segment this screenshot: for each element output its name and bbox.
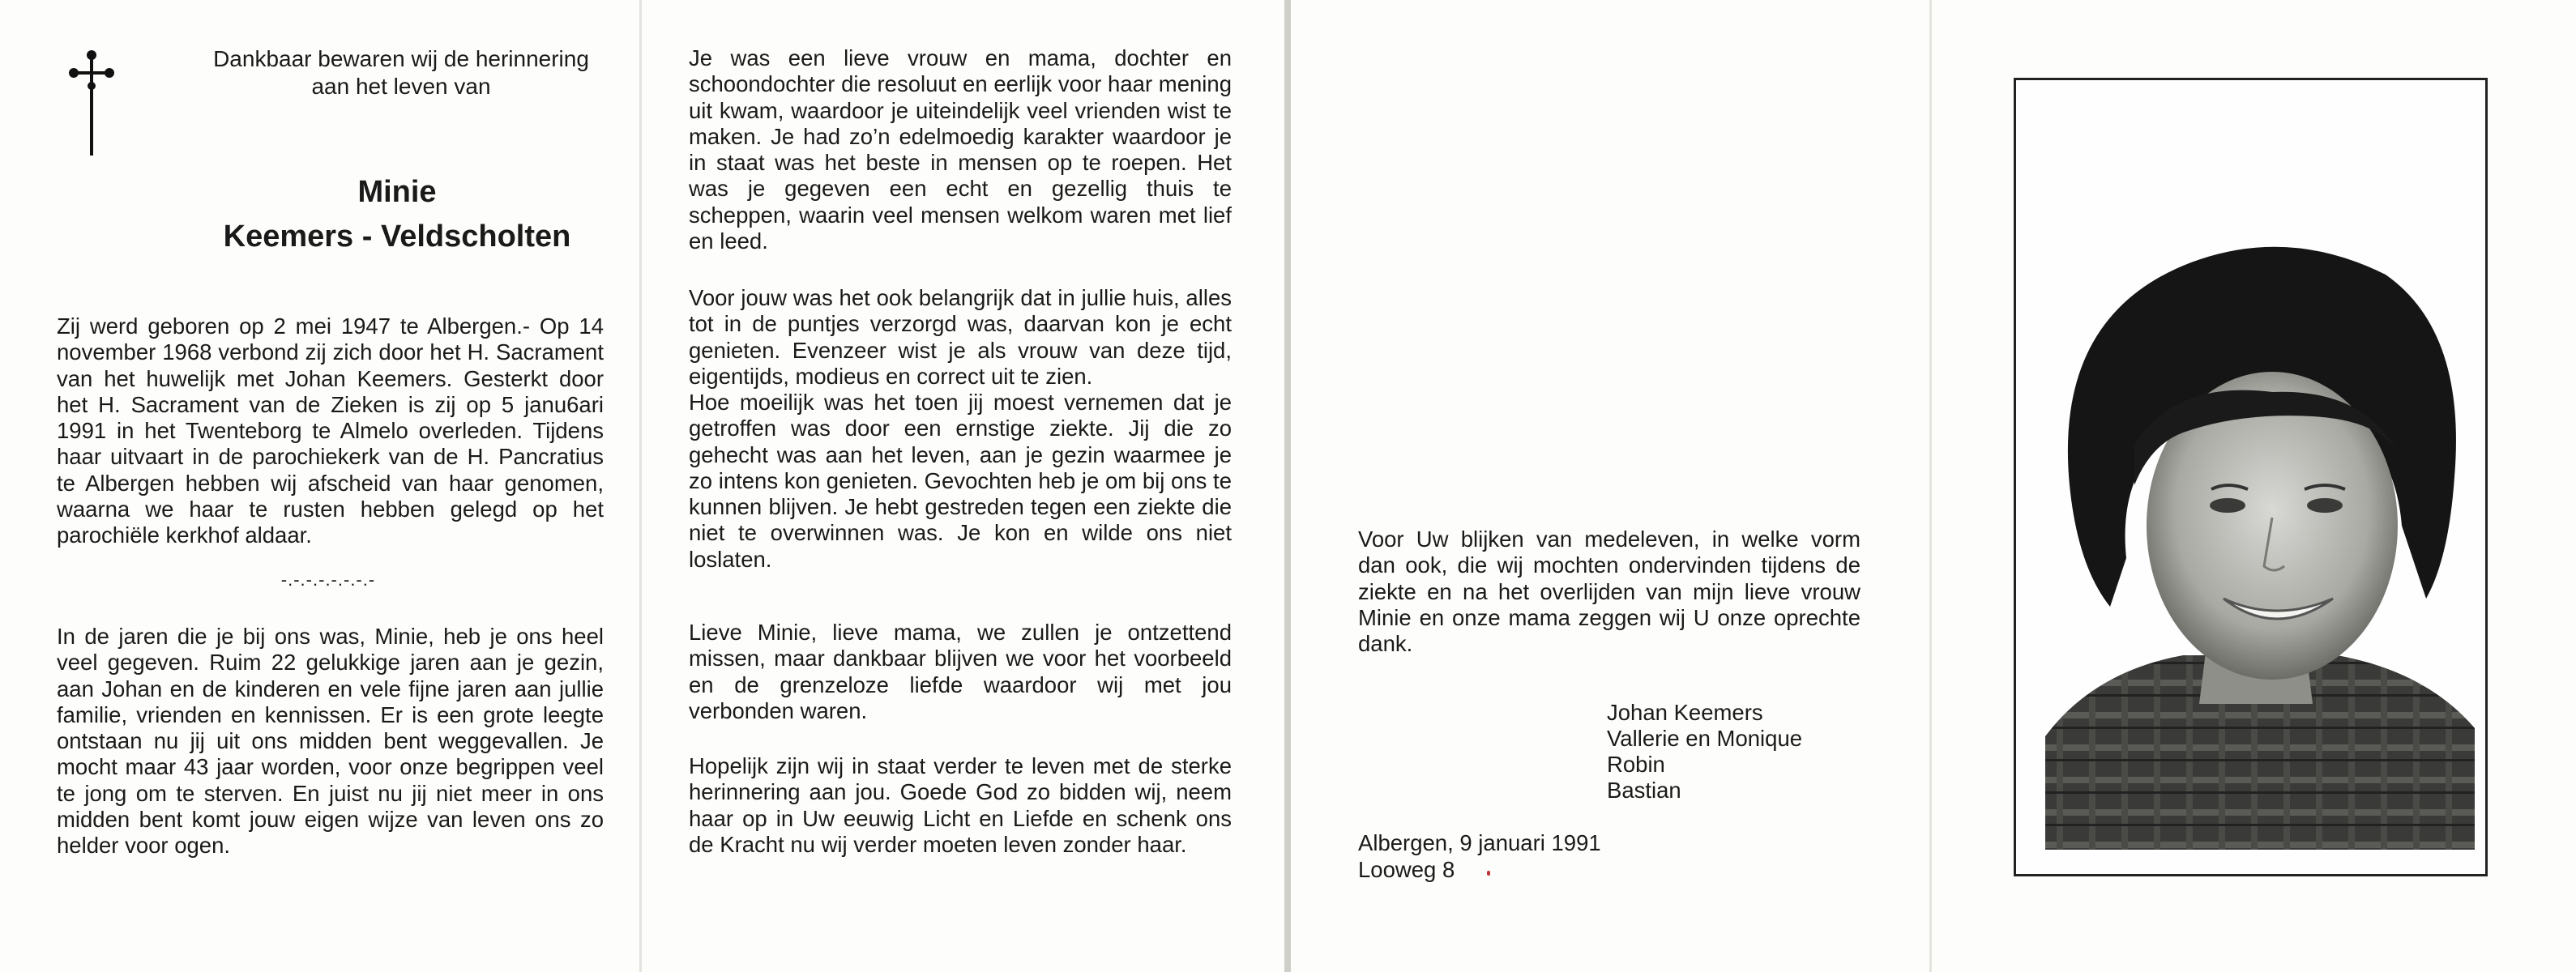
card-left-sheet bbox=[0, 0, 1284, 972]
place-date: Albergen, 9 januari 1991 bbox=[1358, 830, 1601, 855]
deceased-first-name: Minie bbox=[357, 175, 437, 209]
intro-text: Dankbaar bewaren wij de herinnering aan het leven van bbox=[213, 46, 589, 99]
thanks-text: Voor Uw blijken van medeleven, in welke vorm dan ook, die wij mochten ondervinden tijdens de ziekte en na het overlijden van mijn lieve vrouw Minie en onze mama zeggen wij U onze oprechte dank. bbox=[1358, 526, 1860, 657]
portrait-photo bbox=[2045, 218, 2475, 850]
fold-line bbox=[639, 0, 642, 972]
deceased-full-name: Keemers - Veldscholten bbox=[223, 220, 571, 254]
signatory-2: Vallerie en Monique bbox=[1607, 726, 1803, 751]
biography-text: Zij werd geboren op 2 mei 1947 te Albergen.- Op 14 november 1968 verbond zij zich door het H. Sacrament van het huwelijk met Johan Keemers. Gesterkt door het H. Sacrament van de Zieken is zij op 5 janu6ari 1991 in het Twenteborg te Almelo overleden. Tijdens haar uitvaart in de parochiekerk van de H. Pancratius te Albergen hebben wij afscheid van haar genomen, waarna we haar te rusten hebben gelegd op het parochiële kerkhof aldaar. bbox=[57, 313, 604, 548]
section-divider: -.-.-.-.-.-.-.- bbox=[280, 569, 376, 590]
signatory-3: Robin bbox=[1607, 752, 1665, 777]
tribute-paragraph-6: Hopelijk zijn wij in staat verder te leven met de sterke herinnering aan jou. Goede God zo bidden wij, neem haar op in Uw eeuwig Licht en Liefde en schenk ons de Kracht nu wij verder moeten leven zonder haar. bbox=[689, 753, 1232, 857]
photo-frame bbox=[2014, 78, 2488, 876]
cross-icon bbox=[69, 50, 114, 160]
card-gap bbox=[1284, 0, 1291, 972]
tribute-paragraph-2: Je was een lieve vrouw en mama, dochter en schoondochter die resoluut en eerlijk voor haar mening uit kwam, waardoor je uiteindelijk veel vrienden wist te maken. Je had zo’n edelmoedig karakter waardoor je in staat was het beste in mensen op te roepen. Het was je gegeven een echt en gezellig thuis te scheppen, waarin veel mensen welkom waren met lief en leed. bbox=[689, 45, 1232, 254]
signatory-1: Johan Keemers bbox=[1607, 700, 1763, 725]
tribute-paragraph-1: In de jaren die je bij ons was, Minie, heb je ons heel veel gegeven. Ruim 22 gelukkige jaren aan je gezin, aan Johan en de kinderen en vele fijne jaren aan jullie familie, vrienden en kennissen. Er is een grote leegte ontstaan nu jij uit ons midden bent weggevallen. Je mocht maar 43 jaar worden, voor onze begrippen veel te jong om te sterven. En juist nu jij niet meer in ons midden bent komt jouw eigen wijze van leven ons zo helder voor ogen. bbox=[57, 624, 604, 859]
tribute-paragraph-4: Hoe moeilijk was het toen jij moest vernemen dat je getroffen was door een ernstige ziekte. Jij die zo gehecht was aan het leven, aan je gezin waarmee je zo intens kon genieten. Gevochten heb je om bij ons te kunnen blijven. Je hebt gestreden tegen een ziekte die niet te overwinnen was. Je kon en wilde ons niet loslaten. bbox=[689, 390, 1232, 572]
fold-line bbox=[1929, 0, 1932, 972]
signatory-4: Bastian bbox=[1607, 778, 1681, 803]
tribute-paragraph-3: Voor jouw was het ook belangrijk dat in jullie huis, alles tot in de puntjes verzorgd was, daarvan kon je echt genieten. Evenzeer wist je als vrouw van deze tijd, eigentijds, modieus en correct uit te zien. bbox=[689, 285, 1232, 389]
ink-speck bbox=[1487, 871, 1490, 876]
address: Looweg 8 bbox=[1358, 857, 1455, 882]
tribute-paragraph-5: Lieve Minie, lieve mama, we zullen je ontzettend missen, maar dankbaar blijven we voor het voorbeeld en de grenzeloze liefde waardoor wij met jou verbonden waren. bbox=[689, 620, 1232, 723]
